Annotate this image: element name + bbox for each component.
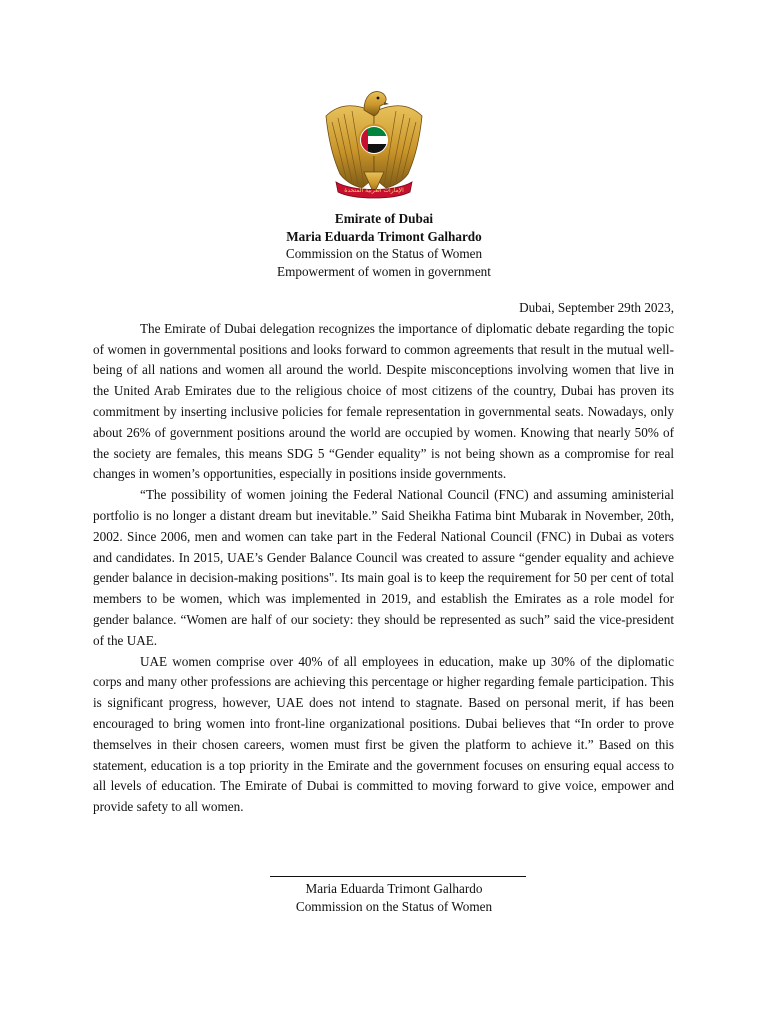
document-date: Dubai, September 29th 2023, (519, 300, 674, 315)
document-body (93, 298, 674, 818)
signature-committee: Commission on the Status of Women (295, 898, 493, 914)
body-paragraph: “The possibility of women joining the Federal National Council (FNC) and assuming aministerial portfolio is no longer a distant dream but inevitable.” Said Sheikha Fatima bint Mubarak in November, 20th, 2002. Since 2006, men and women can take part in the Federal National Council (FNC) in Dubai as voters and candidates. In 2015, UAE’s Gender Balance Council was created to assure “gender equality and achieve gender balance in decision-making positions". Its main goal is to keep the requirement for 50 per cent of total members to be women, which was implemented in 2019, and establish the Emirates as a role model for gender balance. “Women are half of our society: they should be represented as such” said the vice-president of the UAE. (93, 487, 674, 648)
body-paragraph: The Emirate of Dubai delegation recognizes the importance of diplomatic debate regarding the topic of women in governmental positions and looks forward to common agreements that result in the mutual well-being of all nations and women all around the world. Despite misconceptions involving women that live in the United Arab Emirates due to the religious choice of most citizens of the country, Dubai has proven its commitment by inserting inclusive policies for female representation in governmental seats. Nowadays, only about 26% of government positions around the world are occupied by women. Knowing that nearly 50% of the society are females, this means SDG 5 “Gender equality” is not being shown as a compromise for real changes in women’s opportunities, especially in positions inside governments. (93, 320, 674, 482)
delegate-name: Maria Eduarda Trimont Galhardo (286, 228, 482, 244)
signature-line (270, 876, 526, 877)
topic-name: Empowerment of women in government (277, 263, 491, 279)
uae-emblem-icon (322, 86, 426, 202)
signature-name: Maria Eduarda Trimont Galhardo (305, 881, 483, 896)
document-header (0, 210, 768, 280)
signature-block (0, 880, 768, 915)
delegation-name: Emirate of Dubai (334, 211, 434, 226)
body-paragraph: UAE women comprise over 40% of all employees in education, make up 30% of the diplomatic corps and many other professions are achieving this percentage or higher regarding female participation. This is significant progress, however, UAE does not intend to stagnate. Based on personal merit, if has been encouraged to bring women into front-line organizational positions. Dubai believes that “In order to prove themselves in their chosen careers, women must first be given the platform to achieve it.” Based on this statement, education is a top priority in the Emirate and the government focuses on ensuring equal access to all levels of education. The Emirate of Dubai is committed to moving forward to give voice, empower and provide safety to all women. (93, 653, 674, 815)
emblem-arabic-text: الإمارات العربية المتحدة (344, 187, 404, 194)
committee-name: Commission on the Status of Women (285, 246, 483, 261)
